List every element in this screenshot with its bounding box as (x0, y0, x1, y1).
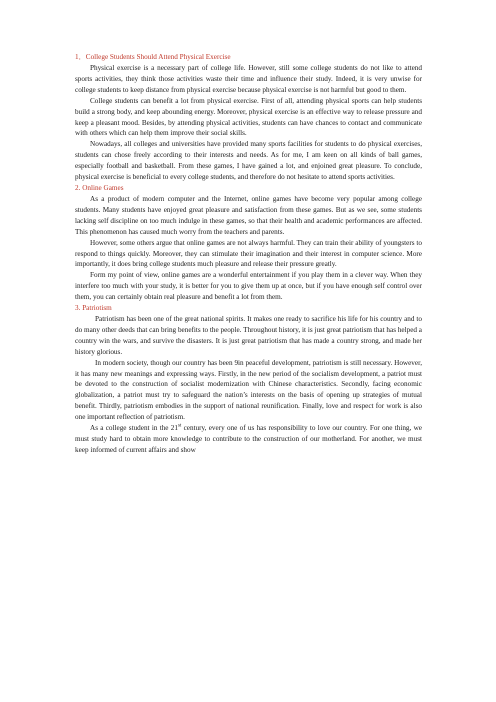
paragraph: Nowadays, all colleges and universities have provided many sports facilities for students to do physical exercises, students can chose freely according to their interests and needs. As for me, I am keen on all kinds of ball games, especially football and basketball. From these games, I have gained a lot, and enjoined great pleasure. To conclude, physical exercise is beneficial to every college students, and therefore do not hesitate to attend sports activities. (75, 140, 422, 182)
paragraph-text: As a college student in the 21 (90, 424, 178, 433)
paragraph: Physical exercise is a necessary part of college life. However, still some college students do not like to attend sports activities, they think those activities waste their time and influence their study. Indeed, it is very unwise for college students to keep distance from physical exercise because physical exercise is not harmful but good to them. (75, 64, 422, 94)
paragraph: Patriotism has been one of the great national spirits. It makes one ready to sacrifice his life for his country and to do many other deeds that can bring benefits to the people. Throughout history, it is just great patriotism that has helped a country win the wars, and survive the disasters. It is just great patriotism that has made a country strong, and made her history glorious. (75, 315, 422, 356)
section-heading-patriotism: 3. Patriotism (75, 304, 112, 313)
paragraph: As a product of modern computer and the Internet, online games have become very popular among college students. Many students have enjoyed great pleasure and satisfaction from these games. But as we see, some students lacking self discipline on too much indulge in these games, so that their health and academic performances are affected. This phenomenon has caused much worry from the teachers and parents. (75, 194, 422, 236)
paragraph-text: century, every one of us has responsibility to love our country. For one thing, we must study hard to obtain more knowledge to contribute to the construction of our motherland. For another, we must keep informed of current affairs and show (75, 424, 422, 454)
ordinal-suffix: st (177, 423, 182, 429)
paragraph: In modern society, though our country has been 9in peaceful development, patriotism is still necessary. However, it has many new meanings and expressing ways. Firstly, in the new period of the socialism development, a patriot must be devoted to the construction of socialist modernization with Chinese characteristics. Secondly, facing economic globalization, a patriot must try to safeguard the nation’s interests on the basis of opening up strategies of mutual benefit. Thirdly, patriotism embodies in the support of national reunification. Finally, love and respect for work is also one important reflection of patriotism. (75, 358, 422, 422)
paragraph: Form my point of view, online games are a wonderful entertainment if you play them in a clever way. When they interfere too much with your study, it is better for you to give them up at once, but if you have enough self control over them, you can certainly obtain real pleasure and benefit a lot from them. (75, 271, 422, 302)
paragraph: However, some others argue that online games are not always harmful. They can train their ability of youngsters to respond to things quickly. Moreover, they can stimulate their imagination and their interest in computer science. More importantly, it does bring college students much pleasure and release their pressure greatly. (75, 238, 422, 269)
paragraph (75, 423, 422, 456)
paragraph: College students can benefit a lot from physical exercise. First of all, attending physical sports can help students build a strong body, and keep abounding energy. Moreover, physical exercise is an effective way to release pressure and keep a pleasant mood. Besides, by attending physical activities, students can have chances to contact and communicate with others which can help them improve their social skills. (75, 96, 422, 138)
section-heading-online-games: 2. Online Games (75, 183, 124, 192)
section-heading-physical-exercise: 1．College Students Should Attend Physical Exercise (75, 53, 231, 61)
